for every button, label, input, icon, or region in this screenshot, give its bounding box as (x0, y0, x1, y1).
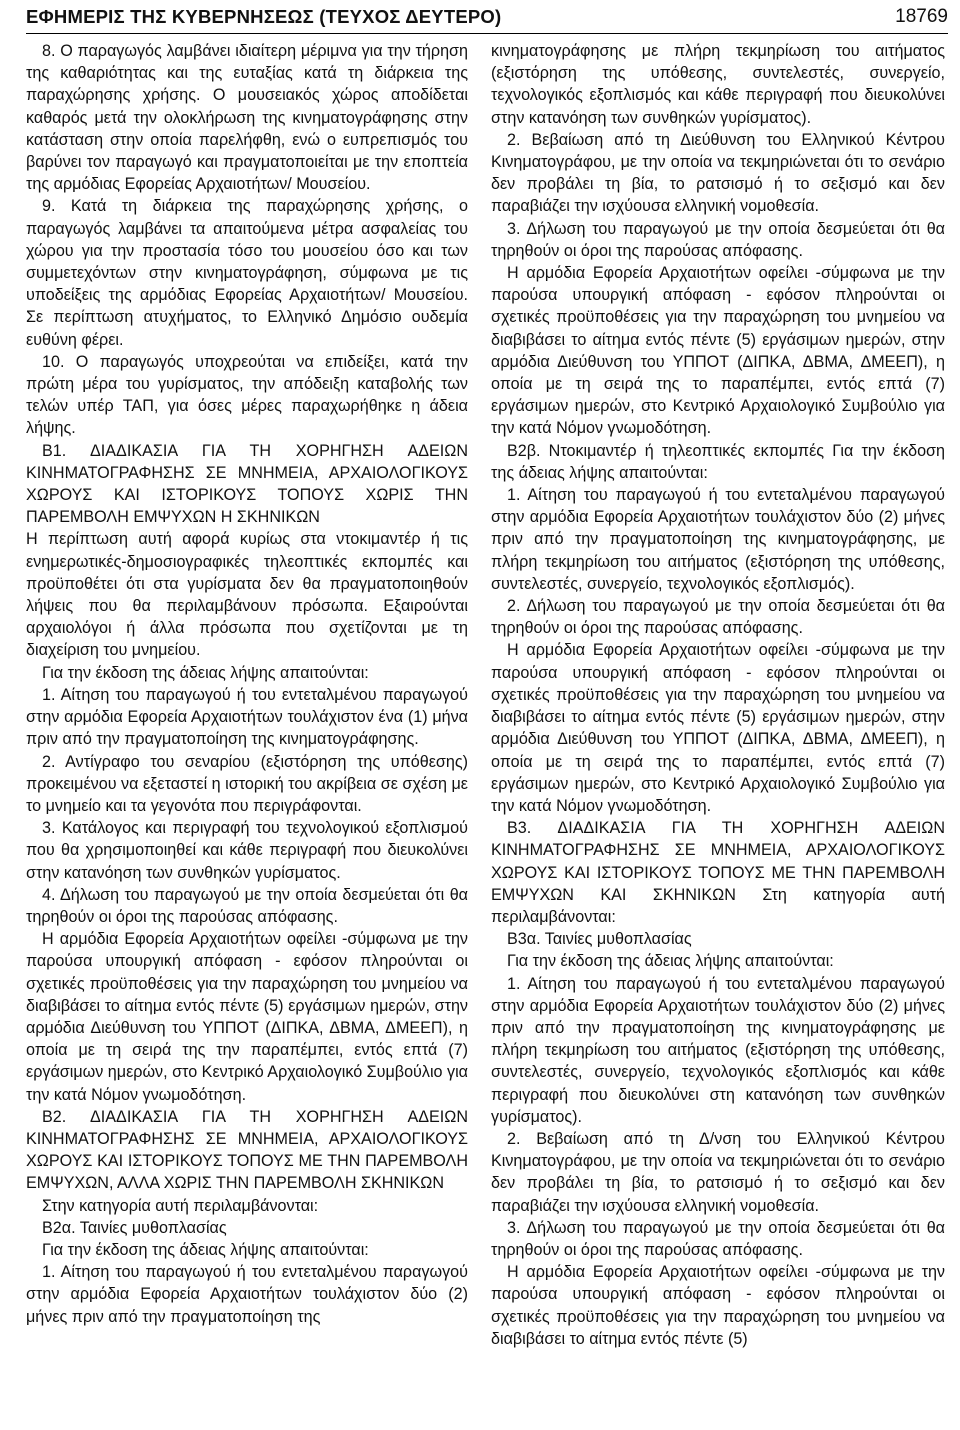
paragraph: Η αρμόδια Εφορεία Αρχαιοτήτων οφείλει -σύμφωνα με την παρούσα υπουργική απόφαση - εφόσον πληρούνται οι σχετικές προϋποθέσεις για την παραχώρηση του μνημείου να διαβιβάσει το αίτημα εντός πέντε (5) εργάσιμων ημερών, στην αρμόδια Διεύθυνση του ΥΠΠΟΤ (ΔΙΠΚΑ, ΔΒΜΑ, ΔΜΕΕΠ), η οποία με τη σειρά της την παραπέμπει, εντός επτά (7) εργάσιμων ημερών, στο Κεντρικό Αρχαιολογικό Συμβούλιο για την κατά Νόμον γνωμοδότηση. (26, 930, 468, 1104)
paragraph: 1. Αίτηση του παραγωγού ή του εντεταλμένου παραγωγού στην αρμόδια Εφορεία Αρχαιοτήτων τουλάχιστον ένα (1) μήνα πριν από την πραγματοποίηση της κινηματογράφησης. (26, 685, 468, 749)
paragraph: Β2. ΔΙΑΔΙΚΑΣΙΑ ΓΙΑ ΤΗ ΧΟΡΗΓΗΣΗ ΑΔΕΙΩΝ ΚΙΝΗΜΑΤΟΓΡΑΦΗΣΗΣ ΣΕ ΜΝΗΜΕΙΑ, ΑΡΧΑΙΟΛΟΓΙΚΟΥΣ ΧΩΡΟΥΣ ΚΑΙ ΙΣΤΟΡΙΚΟΥΣ ΤΟΠΟΥΣ ΜΕ ΤΗΝ ΠΑΡΕΜΒΟΛΗ ΕΜΨΥΧΩΝ, ΑΛΛΑ ΧΩΡΙΣ ΤΗΝ ΠΑΡΕΜΒΟΛΗ ΣΚΗΝΙΚΩΝ (26, 1107, 468, 1193)
paragraph: 1. Αίτηση του παραγωγού ή του εντεταλμένου παραγωγού στην αρμόδια Εφορεία Αρχαιοτήτων τουλάχιστον δύο (2) μήνες πριν από την πραγματοποίηση της (26, 1263, 468, 1326)
paragraph: Στην κατηγορία αυτή περιλαμβάνονται: (42, 1196, 319, 1215)
paragraph: 2. Αντίγραφο του σεναρίου (εξιστόρηση της υπόθεσης) προκειμένου να εξεταστεί η ιστορική του ακρίβεια σε σχέση με το μνημείο και τα γεγονότα που περιγράφονται. (26, 752, 468, 815)
paragraph: Η αρμόδια Εφορεία Αρχαιοτήτων οφείλει -σύμφωνα με την παρούσα υπουργική απόφαση - εφόσον πληρούνται οι σχετικές προϋποθέσεις για την παραχώρηση του μνημείου να διαβιβάσει το αίτημα εντός πέντε (5) εργάσιμων ημερών, στην αρμόδια Διεύθυνση του ΥΠΠΟΤ (ΔΙΠΚΑ, ΔΒΜΑ, ΔΜΕΕΠ), η οποία με τη σειρά της το παραπέμπει, εντός επτά (7) εργάσιμων ημερών, στο Κεντρικό Αρχαιολογικό Συμβούλιο για την κατά Νόμον γνωμοδότηση. (491, 641, 945, 815)
page-header (26, 0, 948, 34)
paragraph: 2. Δήλωση του παραγωγού με την οποία δεσμεύεται ότι θα τηρηθούν οι όροι της παρούσας απόφασης. (491, 597, 945, 638)
paragraph: 2. Βεβαίωση από τη Διεύθυνση του Ελληνικού Κέντρου Κινηματογράφου, με την οποία να τεκμηριώνεται ότι το σενάριο δεν προβάλει τη βία, το ρατσισμό ή το σεξισμό και δεν παραβιάζει την ισχύουσα ελληνική νομοθεσία. (491, 130, 945, 216)
paragraph: Β3. ΔΙΑΔΙΚΑΣΙΑ ΓΙΑ ΤΗ ΧΟΡΗΓΗΣΗ ΑΔΕΙΩΝ ΚΙΝΗΜΑΤΟΓΡΑΦΗΣΗΣ ΣΕ ΜΝΗΜΕΙΑ, ΑΡΧΑΙΟΛΟΓΙΚΟΥΣ ΧΩΡΟΥΣ ΚΑΙ ΙΣΤΟΡΙΚΟΥΣ ΤΟΠΟΥΣ ΜΕ ΤΗΝ ΠΑΡΕΜΒΟΛΗ ΕΜΨΥΧΩΝ ΚΑΙ ΣΚΗΝΙΚΩΝ Στη κατηγορία αυτή περιλαμβάνονται: (491, 819, 945, 926)
paragraph: 3. Κατάλογος και περιγραφή του τεχνολογικού εξοπλισμού που θα χρησιμοποιηθεί και κάθε περιγραφή που διευκολύνει στην κατανόηση των συνθηκών γυρίσματος. (26, 819, 468, 882)
paragraph: 2. Βεβαίωση από τη Δ/νση του Ελληνικού Κέντρου Κινηματογράφου, με την οποία να τεκμηριώνεται ότι το σενάριο δεν προβάλει τη βία, το ρατσισμό ή το σεξισμό και δεν παραβιάζει την ισχύουσα ελληνική νομοθεσία. (491, 1129, 945, 1215)
paragraph: κινηματογράφησης με πλήρη τεκμηρίωση του αιτήματος (εξιστόρηση της υπόθεσης, συντελεστές, συνεργείο, τεχνολογικός εξοπλισμός και κάθε περιγραφή που διευκολύνει στην κατανόηση των συνθηκών γυρίσματος). (491, 42, 945, 127)
paragraph: Β2α. Ταινίες μυθοπλασίας (42, 1218, 227, 1237)
paragraph: 8. Ο παραγωγός λαμβάνει ιδιαίτερη μέριμνα για την τήρηση της καθαριότητας και της ευταξίας κατά τη διάρκεια της παραχώρησης χρήσης. Ο μουσειακός χώρος αποδίδεται καθαρός μετά την ολοκλήρωση της κινηματογράφησης στην κατάσταση στην οποία παρελήφθη, ενώ ο ευπρεπισμός του βαρύνει τον παραγωγό και πραγματοποιείται με την εποπτεία της αρμόδιας Εφορείας Αρχαιοτήτων/ Μουσείου. (26, 42, 468, 194)
paragraph: 9. Κατά τη διάρκεια της παραχώρησης χρήσης, ο παραγωγός λαμβάνει τα απαιτούμενα μέτρα ασφαλείας του χώρου για την προστασία τόσο του μουσείου όσο και των συμμετεχόντων στην κινηματογράφηση, σύμφωνα με τις υποδείξεις της αρμόδιας Εφορείας Αρχαιοτήτων/ Μουσείου. Σε περίπτωση ατυχήματος, το Ελληνικό Δημόσιο ουδεμία ευθύνη φέρει. (26, 197, 468, 349)
paragraph: 3. Δήλωση του παραγωγού με την οποία δεσμεύεται ότι θα τηρηθούν οι όροι της παρούσας απόφασης. (491, 1218, 945, 1259)
paragraph: Β3α. Ταινίες μυθοπλασίας (507, 930, 692, 949)
paragraph: 4. Δήλωση του παραγωγού με την οποία δεσμεύεται ότι θα τηρηθούν οι όροι της παρούσας απόφασης. (26, 885, 468, 926)
left-column (26, 40, 468, 1328)
paragraph: 10. Ο παραγωγός υποχρεούται να επιδείξει, κατά την πρώτη μέρα του γυρίσματος, την απόδειξη καταβολής των τελών υπέρ ΤΑΠ, για όσες μέρες παραχωρήθηκε η άδεια λήψης. (26, 352, 468, 438)
paragraph: Η αρμόδια Εφορεία Αρχαιοτήτων οφείλει -σύμφωνα με την παρούσα υπουργική απόφαση - εφόσον πληρούνται οι σχετικές προϋποθέσεις για την παραχώρηση του μνημείου να διαβιβάσει το αίτημα εντός πέντε (5) (491, 1263, 945, 1348)
paragraph: Β2β. Ντοκιμαντέρ ή τηλεοπτικές εκπομπές Για την έκδοση της άδειας λήψης απαιτούνται: (491, 441, 945, 482)
paragraph: 1. Αίτηση του παραγωγού ή του εντεταλμένου παραγωγού στην αρμόδια Εφορεία Αρχαιοτήτων τουλάχιστον δύο (2) μήνες πριν από την πραγματοποίηση της κινηματογράφησης με πλήρη τεκμηρίωση του αιτήματος (εξιστόρηση της υπόθεσης, συντελεστές, συνεργείο, τεχνολογικός εξοπλισμός και κάθε περιγραφή που διευκολύνει στη κατανόηση των συνθηκών γυρίσματος). (491, 974, 945, 1126)
paragraph: Για την έκδοση της άδειας λήψης απαιτούνται: (42, 663, 369, 682)
paragraph: Η αρμόδια Εφορεία Αρχαιοτήτων οφείλει -σύμφωνα με την παρούσα υπουργική απόφαση - εφόσον πληρούνται οι σχετικές προϋποθέσεις για την παραχώρηση του μνημείου να διαβιβάσει το αίτημα εντός πέντε (5) εργάσιμων ημερών, στην αρμόδια Διεύθυνση του ΥΠΠΟΤ (ΔΙΠΚΑ, ΔΒΜΑ, ΔΜΕΕΠ), η οποία με τη σειρά της το παραπέμπει, εντός επτά (7) εργάσιμων ημερών, στο Κεντρικό Αρχαιολογικό Συμβούλιο για την κατά Νόμον γνωμοδότηση. (491, 264, 945, 438)
paragraph: Η περίπτωση αυτή αφορά κυρίως στα ντοκιμαντέρ ή τις ενημερωτικές-δημοσιογραφικές τηλεοπτικές εκπομπές και προϋποθέτει ότι στα γυρίσματα δεν θα πραγματοποιηθούν λήψεις που θα περιλαμβάνουν πρόσωπα. Εξαιρούνται αρχαιολόγοι ή άλλα πρόσωπα που σχετίζονται με τη διαχείριση του μνημείου. (26, 530, 468, 660)
right-column (491, 40, 945, 1350)
gazette-title: ΕΦΗΜΕΡΙΣ ΤΗΣ ΚΥΒΕΡΝΗΣΕΩΣ (ΤΕΥΧΟΣ ΔΕΥΤΕΡΟ) (26, 6, 502, 27)
paragraph: Για την έκδοση της άδειας λήψης απαιτούνται: (42, 1240, 369, 1259)
paragraph: Β1. ΔΙΑΔΙΚΑΣΙΑ ΓΙΑ ΤΗ ΧΟΡΗΓΗΣΗ ΑΔΕΙΩΝ ΚΙΝΗΜΑΤΟΓΡΑΦΗΣΗΣ ΣΕ ΜΝΗΜΕΙΑ, ΑΡΧΑΙΟΛΟΓΙΚΟΥΣ ΧΩΡΟΥΣ ΚΑΙ ΙΣΤΟΡΙΚΟΥΣ ΤΟΠΟΥΣ ΧΩΡΙΣ ΤΗΝ ΠΑΡΕΜΒΟΛΗ ΕΜΨΥΧΩΝ Η ΣΚΗΝΙΚΩΝ (26, 441, 468, 527)
page-number: 18769 (895, 6, 948, 27)
paragraph: Για την έκδοση της άδειας λήψης απαιτούνται: (507, 952, 834, 971)
paragraph: 3. Δήλωση του παραγωγού με την οποία δεσμεύεται ότι θα τηρηθούν οι όροι της παρούσας απόφασης. (491, 219, 945, 260)
header-rule (26, 33, 948, 34)
paragraph: 1. Αίτηση του παραγωγού ή του εντεταλμένου παραγωγού στην αρμόδια Εφορεία Αρχαιοτήτων τουλάχιστον δύο (2) μήνες πριν από την πραγματοποίηση της κινηματογράφησης, με πλήρη τεκμηρίωση του αιτήματος (εξιστόρηση της υπόθεσης, συντελεστές, συνεργείο, τεχνολογικός εξοπλισμός). (491, 486, 945, 593)
